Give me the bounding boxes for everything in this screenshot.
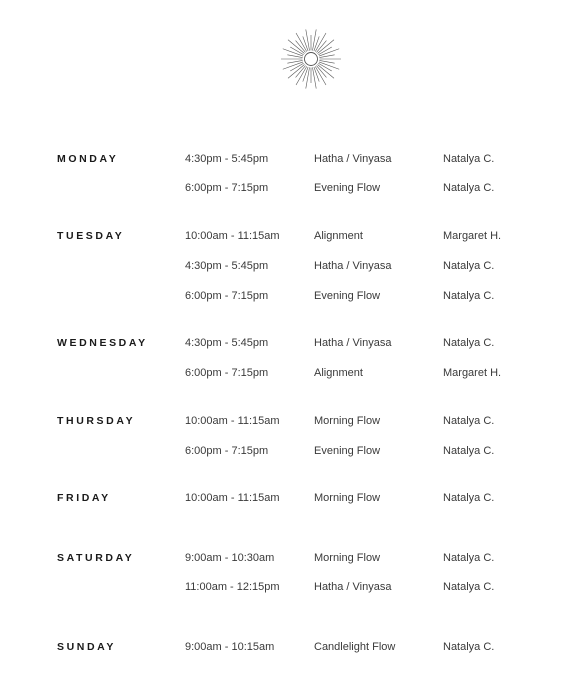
session-class: Alignment — [314, 230, 363, 242]
session-time: 6:00pm - 7:15pm — [185, 290, 269, 302]
session-teacher: Margaret H. — [443, 230, 502, 242]
session-class: Morning Flow — [314, 492, 381, 504]
session-class: Hatha / Vinyasa — [314, 581, 392, 593]
session-time: 11:00am - 12:15pm — [185, 581, 280, 593]
day-label-thursday: THURSDAY — [57, 415, 136, 427]
day-label-monday: MONDAY — [57, 153, 119, 165]
session-class: Alignment — [314, 367, 363, 379]
session-teacher: Natalya C. — [443, 445, 495, 457]
session-time: 4:30pm - 5:45pm — [185, 260, 269, 272]
session-class: Morning Flow — [314, 415, 381, 427]
day-label-friday: FRIDAY — [57, 492, 111, 504]
session-class: Morning Flow — [314, 552, 381, 564]
session-class: Evening Flow — [314, 290, 381, 302]
session-class: Hatha / Vinyasa — [314, 260, 392, 272]
day-label-sunday: SUNDAY — [57, 641, 116, 653]
session-time: 6:00pm - 7:15pm — [185, 182, 269, 194]
session-teacher: Natalya C. — [443, 337, 495, 349]
session-time: 6:00pm - 7:15pm — [185, 445, 269, 457]
session-teacher: Natalya C. — [443, 492, 495, 504]
session-class: Hatha / Vinyasa — [314, 337, 392, 349]
day-label-tuesday: TUESDAY — [57, 230, 125, 242]
session-time: 6:00pm - 7:15pm — [185, 367, 269, 379]
session-class: Evening Flow — [314, 182, 381, 194]
session-class: Candlelight Flow — [314, 641, 396, 653]
session-class: Evening Flow — [314, 445, 381, 457]
day-label-wednesday: WEDNESDAY — [57, 337, 148, 349]
session-teacher: Natalya C. — [443, 290, 495, 302]
session-class: Hatha / Vinyasa — [314, 153, 392, 165]
day-label-saturday: SATURDAY — [57, 552, 135, 564]
session-teacher: Natalya C. — [443, 641, 495, 653]
session-time: 10:00am - 11:15am — [185, 492, 280, 504]
session-teacher: Margaret H. — [443, 367, 502, 379]
session-time: 10:00am - 11:15am — [185, 415, 280, 427]
session-teacher: Natalya C. — [443, 153, 495, 165]
session-time: 9:00am - 10:30am — [185, 552, 275, 564]
session-time: 9:00am - 10:15am — [185, 641, 275, 653]
session-teacher: Natalya C. — [443, 581, 495, 593]
session-teacher: Natalya C. — [443, 415, 495, 427]
session-teacher: Natalya C. — [443, 260, 495, 272]
session-time: 4:30pm - 5:45pm — [185, 153, 269, 165]
session-time: 10:00am - 11:15am — [185, 230, 280, 242]
session-teacher: Natalya C. — [443, 182, 495, 194]
session-teacher: Natalya C. — [443, 552, 495, 564]
session-time: 4:30pm - 5:45pm — [185, 337, 269, 349]
